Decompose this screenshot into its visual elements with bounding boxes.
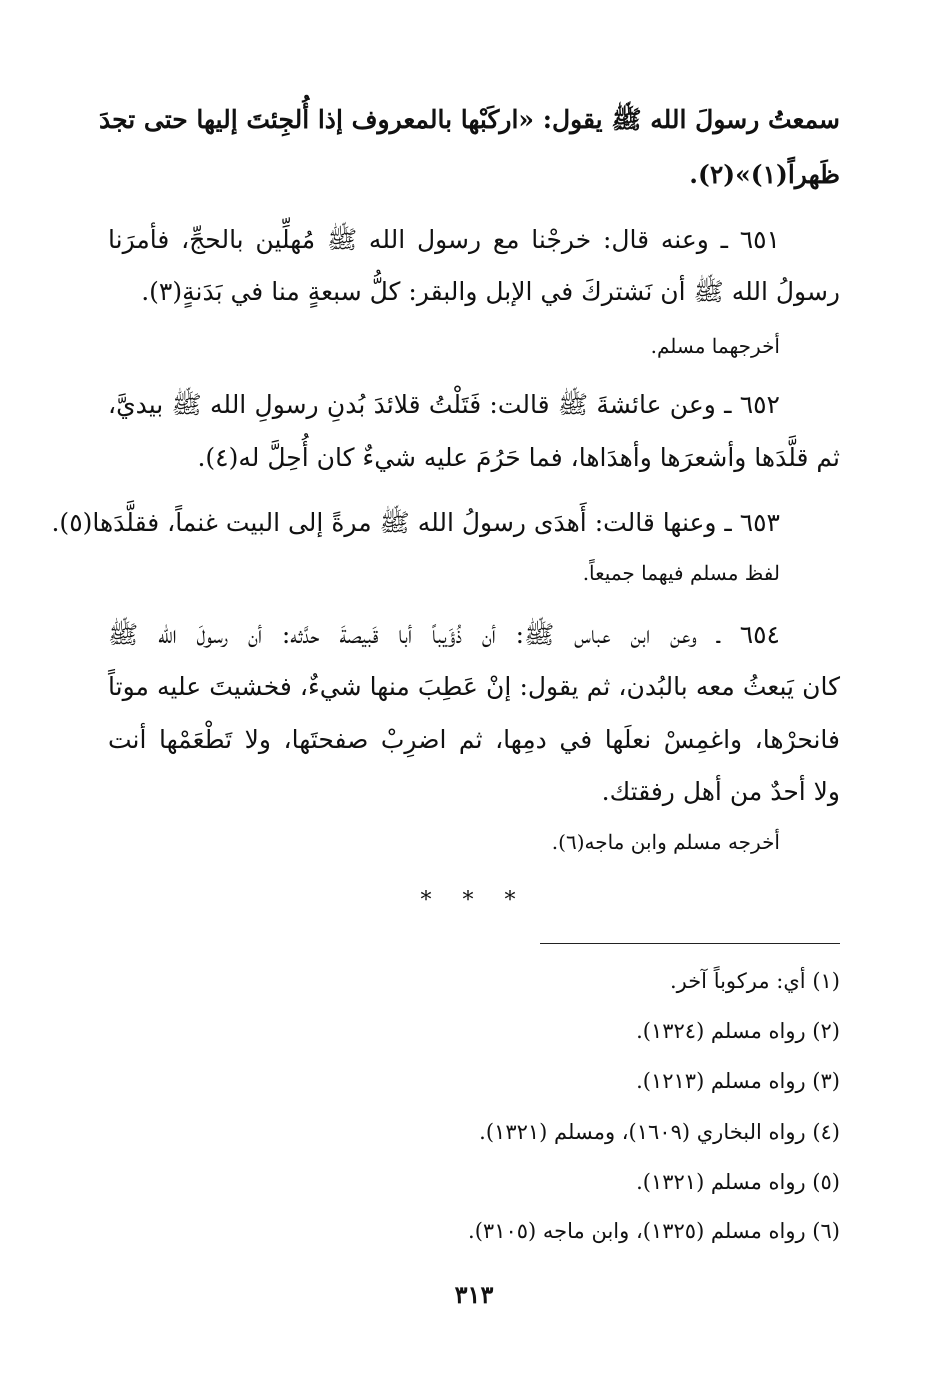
body-line: ٦٥١ ـ وعنه قال: خرجْنا مع رسول الله ﷺ مُهلِّين بالحجِّ، فأمرَنا — [108, 225, 780, 254]
source-note: أخرجهما مسلم. — [650, 334, 780, 358]
footnote-divider — [540, 943, 840, 944]
footnote: (٦) رواه مسلم (١٣٢٥)، وابن ماجه (٣١٠٥). — [468, 1219, 840, 1243]
footnote: (١) أي: مركوباً آخر. — [669, 969, 840, 993]
body-line: ظَهراً(١)»(٢). — [689, 160, 840, 189]
body-line: ثم قلَّدَها وأشعرَها وأهدَاها، فما حَرُمَ عليه شيءٌ كان أُحِلَّ له(٤). — [197, 443, 840, 472]
body-line: سمعتُ رسولَ الله ﷺ يقول: «اركَبْها بالمعروف إذا أُلجِئتَ إليها حتى تجدَ — [98, 105, 840, 134]
footnote: (٥) رواه مسلم (١٣٢١). — [636, 1170, 840, 1194]
body-line: ٦٥٣ ـ وعنها قالت: أَهدَى رسولُ الله ﷺ مرةً إلى البيت غنماً، فقلَّدَها(٥). — [51, 508, 780, 537]
body-line: ولا أحدٌ من أهل رفقتك. — [601, 777, 840, 806]
body-line: كان يَبعثُ معه بالبُدن، ثم يقول: إنْ عَطِبَ منها شيءٌ، فخشيتَ عليه موتاً — [108, 672, 840, 701]
body-line: رسولُ الله ﷺ أن نَشتركَ في الإبل والبقر: كلُّ سبعةٍ منا في بَدَنةٍ(٣). — [141, 277, 840, 306]
body-line: ٦٥٢ ـ وعن عائشةَ ﷺ قالت: فَتَلْتُ قلائدَ بُدنِ رسولِ الله ﷺ بيديَّ، — [108, 390, 780, 419]
footnote: (٢) رواه مسلم (١٣٢٤). — [636, 1019, 840, 1043]
body-line: فانحرْها، واغمِسْ نعلَها في دمِها، ثم اضرِبْ صفحتَها، ولا تَطْعَمْها أنت — [108, 725, 841, 754]
section-separator: * * * — [420, 888, 528, 913]
footnote: (٤) رواه البخاري (١٦٠٩)، ومسلم (١٣٢١). — [479, 1120, 840, 1144]
page-number: ٣١٣ — [454, 1280, 494, 1309]
source-note: أخرجه مسلم وابن ماجه(٦). — [551, 830, 780, 854]
source-note: لفظ مسلم فيهما جميعاً. — [582, 561, 780, 585]
footnote: (٣) رواه مسلم (١٢١٣). — [636, 1069, 840, 1093]
body-line: ٦٥٤ ـ وعن ابن عباس ﷺ: أن ذُؤَيباً أبا قَبيصةَ حدَّثه: أن رسولَ الله ﷺ — [108, 620, 780, 649]
